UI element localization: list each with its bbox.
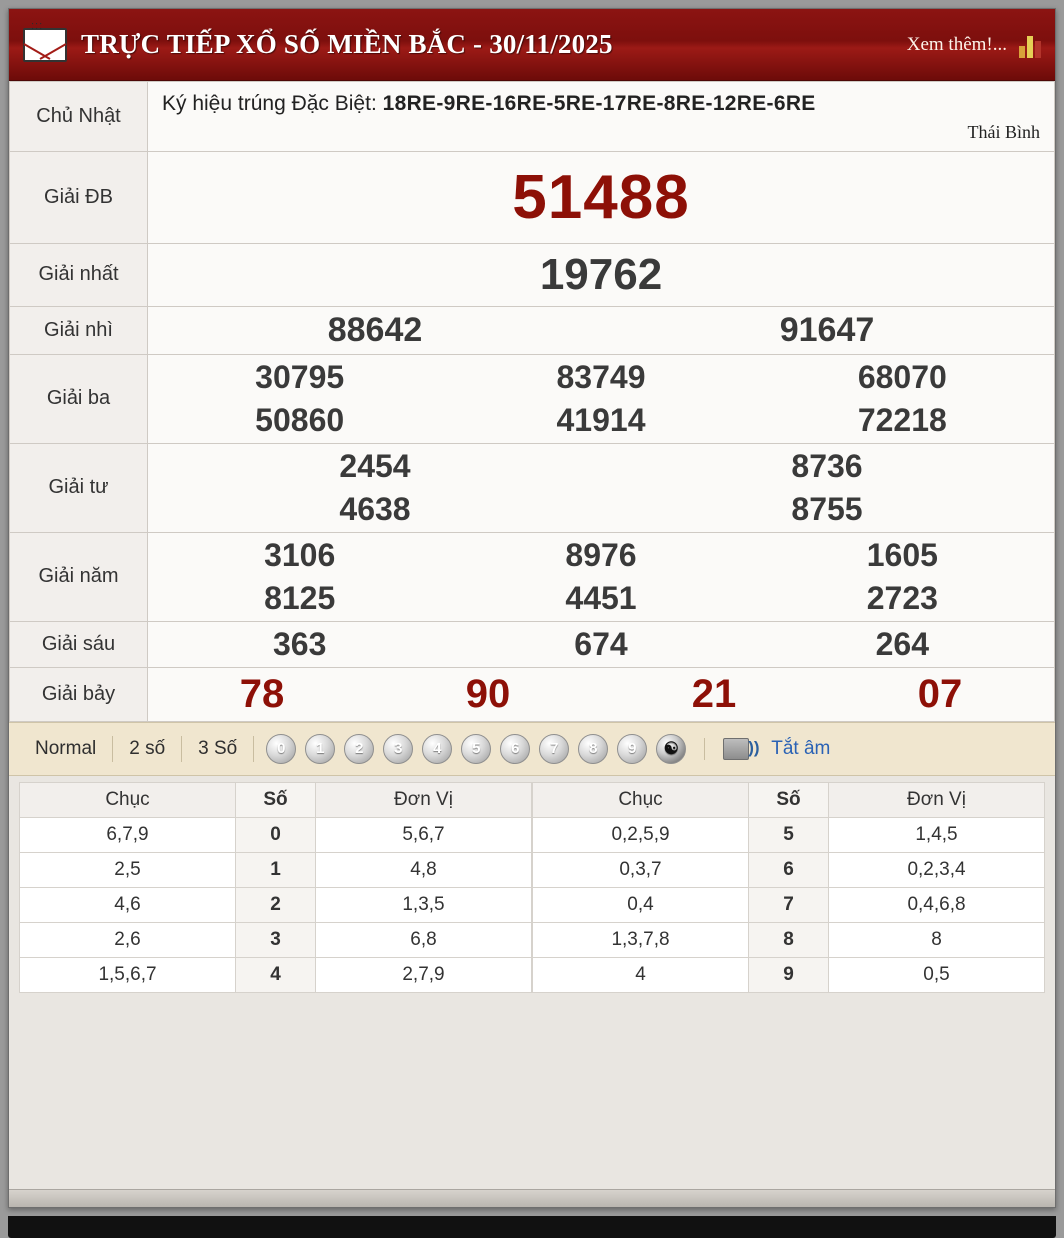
prize-number: 264 [875,625,930,662]
cell-num: 6 [749,852,829,887]
footer-bevel [9,1189,1055,1207]
loto-table-right [532,782,1045,1179]
bar-chart-icon[interactable] [1019,32,1041,58]
digit-ball-7[interactable]: 7 [539,734,569,764]
prize-label-fifth: Giải năm [10,532,148,621]
prize-number: 90 [465,671,511,716]
cell-num: 3 [236,922,316,957]
prize-first-number: 19762 [148,243,1055,306]
cell-units: 1,3,5 [316,887,532,922]
cell-units: 4,8 [316,852,532,887]
prize-label-fourth: Giải tư [10,443,148,532]
table-header-row [533,782,1045,817]
prize-number: 83749 [556,358,646,395]
sound-controls [704,738,830,760]
cell-tens: 0,4 [533,887,749,922]
table-row [10,532,1055,621]
prize-number: 2723 [866,579,938,616]
cell-num: 8 [749,922,829,957]
table-row [20,957,532,992]
prize-number: 91647 [779,310,875,349]
prize-label-sixth: Giải sáu [10,621,148,667]
cell-num: 4 [236,957,316,992]
loto-table-left [19,782,532,1179]
prize-label-db: Giải ĐB [10,151,148,243]
table-row [20,817,532,852]
table-header-row [20,782,532,817]
col-header-units: Đơn Vị [316,782,532,817]
cell-tens: 0,3,7 [533,852,749,887]
prize-number: 4638 [339,490,411,527]
cell-tens: 6,7,9 [20,817,236,852]
digit-ball-group [254,734,698,764]
prize-number: 4451 [565,579,637,616]
cell-num: 2 [236,887,316,922]
prize-number: 30795 [255,358,345,395]
loto-toolbar [9,722,1055,776]
cell-tens: 2,5 [20,852,236,887]
prize-label-second: Giải nhì [10,306,148,354]
table-row [10,306,1055,354]
prize-number: 363 [272,625,327,662]
prize-fourth-numbers [148,443,1055,532]
digit-ball-1[interactable]: 1 [305,734,335,764]
prize-db-number: 51488 [148,151,1055,243]
prize-number: 8976 [565,536,637,573]
prize-number: 78 [239,671,285,716]
day-label: Chủ Nhật [10,82,148,152]
cell-tens: 1,5,6,7 [20,957,236,992]
cell-num: 1 [236,852,316,887]
special-code-value: 18RE-9RE-16RE-5RE-17RE-8RE-12RE-6RE [382,92,816,115]
table-row [533,922,1045,957]
cell-num: 5 [749,817,829,852]
prize-number: 07 [917,671,963,716]
speaker-icon[interactable] [723,738,749,760]
table-row [10,151,1055,243]
cell-units: 8 [829,922,1045,957]
table-row [20,922,532,957]
prize-number: 50860 [255,401,345,438]
table-row [533,957,1045,992]
prize-label-first: Giải nhất [10,243,148,306]
digit-ball-0[interactable]: 0 [266,734,296,764]
lottery-panel [8,8,1056,1208]
yinyang-ball[interactable]: ☯ [656,734,686,764]
mail-dots-decor: ::: [31,19,44,32]
mute-button[interactable]: Tắt âm [771,737,831,759]
province-label: Thái Bình [967,122,1040,143]
header-actions [907,32,1041,58]
special-code-label: Ký hiệu trúng Đặc Biệt: [162,92,377,115]
prize-number: 1605 [866,536,938,573]
cell-units: 5,6,7 [316,817,532,852]
prize-number: 21 [691,671,737,716]
loto-tables [9,776,1055,1189]
cell-num: 9 [749,957,829,992]
table-row [533,852,1045,887]
filter-2-digit-button[interactable]: 2 số [113,736,182,762]
table-row [10,621,1055,667]
table-row [533,817,1045,852]
cell-tens: 4 [533,957,749,992]
window-bottom-bar [8,1216,1056,1238]
prize-number: 88642 [327,310,423,349]
table-row [10,354,1055,443]
prize-label-seventh: Giải bảy [10,667,148,721]
col-header-num: Số [749,782,829,817]
cell-tens: 1,3,7,8 [533,922,749,957]
prize-second-numbers [148,306,1055,354]
cell-tens: 2,6 [20,922,236,957]
col-header-num: Số [236,782,316,817]
digit-ball-9[interactable]: 9 [617,734,647,764]
prize-number: 2454 [339,447,411,484]
table-row [10,82,1055,152]
prize-number: 41914 [556,401,646,438]
prize-label-third: Giải ba [10,354,148,443]
mode-normal-button[interactable]: Normal [19,736,113,762]
table-row [533,887,1045,922]
table-row [10,443,1055,532]
prize-seventh-numbers [148,667,1055,721]
table-row [10,243,1055,306]
prize-number: 8736 [791,447,863,484]
prize-sixth-numbers [148,621,1055,667]
title-bar [9,9,1055,81]
cell-units: 1,4,5 [829,817,1045,852]
filter-3-digit-button[interactable]: 3 Số [182,736,254,762]
col-header-tens: Chục [533,782,749,817]
cell-units: 0,4,6,8 [829,887,1045,922]
see-more-link[interactable]: Xem thêm!... [906,33,1007,55]
cell-tens: 4,6 [20,887,236,922]
page-title: TRỰC TIẾP XỔ SỐ MIỀN BẮC - 30/11/2025 [81,29,613,59]
cell-units: 0,5 [829,957,1045,992]
prize-number: 674 [574,625,628,662]
digit-ball-8[interactable]: 8 [578,734,608,764]
prize-number: 8755 [791,490,863,527]
col-header-units: Đơn Vị [829,782,1045,817]
digit-ball-3[interactable]: 3 [383,734,413,764]
prize-number: 68070 [857,358,947,395]
prize-third-numbers [148,354,1055,443]
digit-ball-5[interactable]: 5 [461,734,491,764]
cell-units: 0,2,3,4 [829,852,1045,887]
prize-number: 3106 [264,536,336,573]
cell-units: 6,8 [316,922,532,957]
prize-fifth-numbers [148,532,1055,621]
cell-num: 0 [236,817,316,852]
col-header-tens: Chục [20,782,236,817]
digit-ball-6[interactable]: 6 [500,734,530,764]
prize-number: 72218 [857,401,947,438]
results-table [9,81,1055,722]
special-code-cell [148,82,1055,152]
table-row [10,667,1055,721]
table-row [20,887,532,922]
cell-units: 2,7,9 [316,957,532,992]
digit-ball-2[interactable]: 2 [344,734,374,764]
table-row [20,852,532,887]
prize-number: 8125 [264,579,336,616]
cell-tens: 0,2,5,9 [533,817,749,852]
digit-ball-4[interactable]: 4 [422,734,452,764]
cell-num: 7 [749,887,829,922]
mail-icon [23,19,67,62]
